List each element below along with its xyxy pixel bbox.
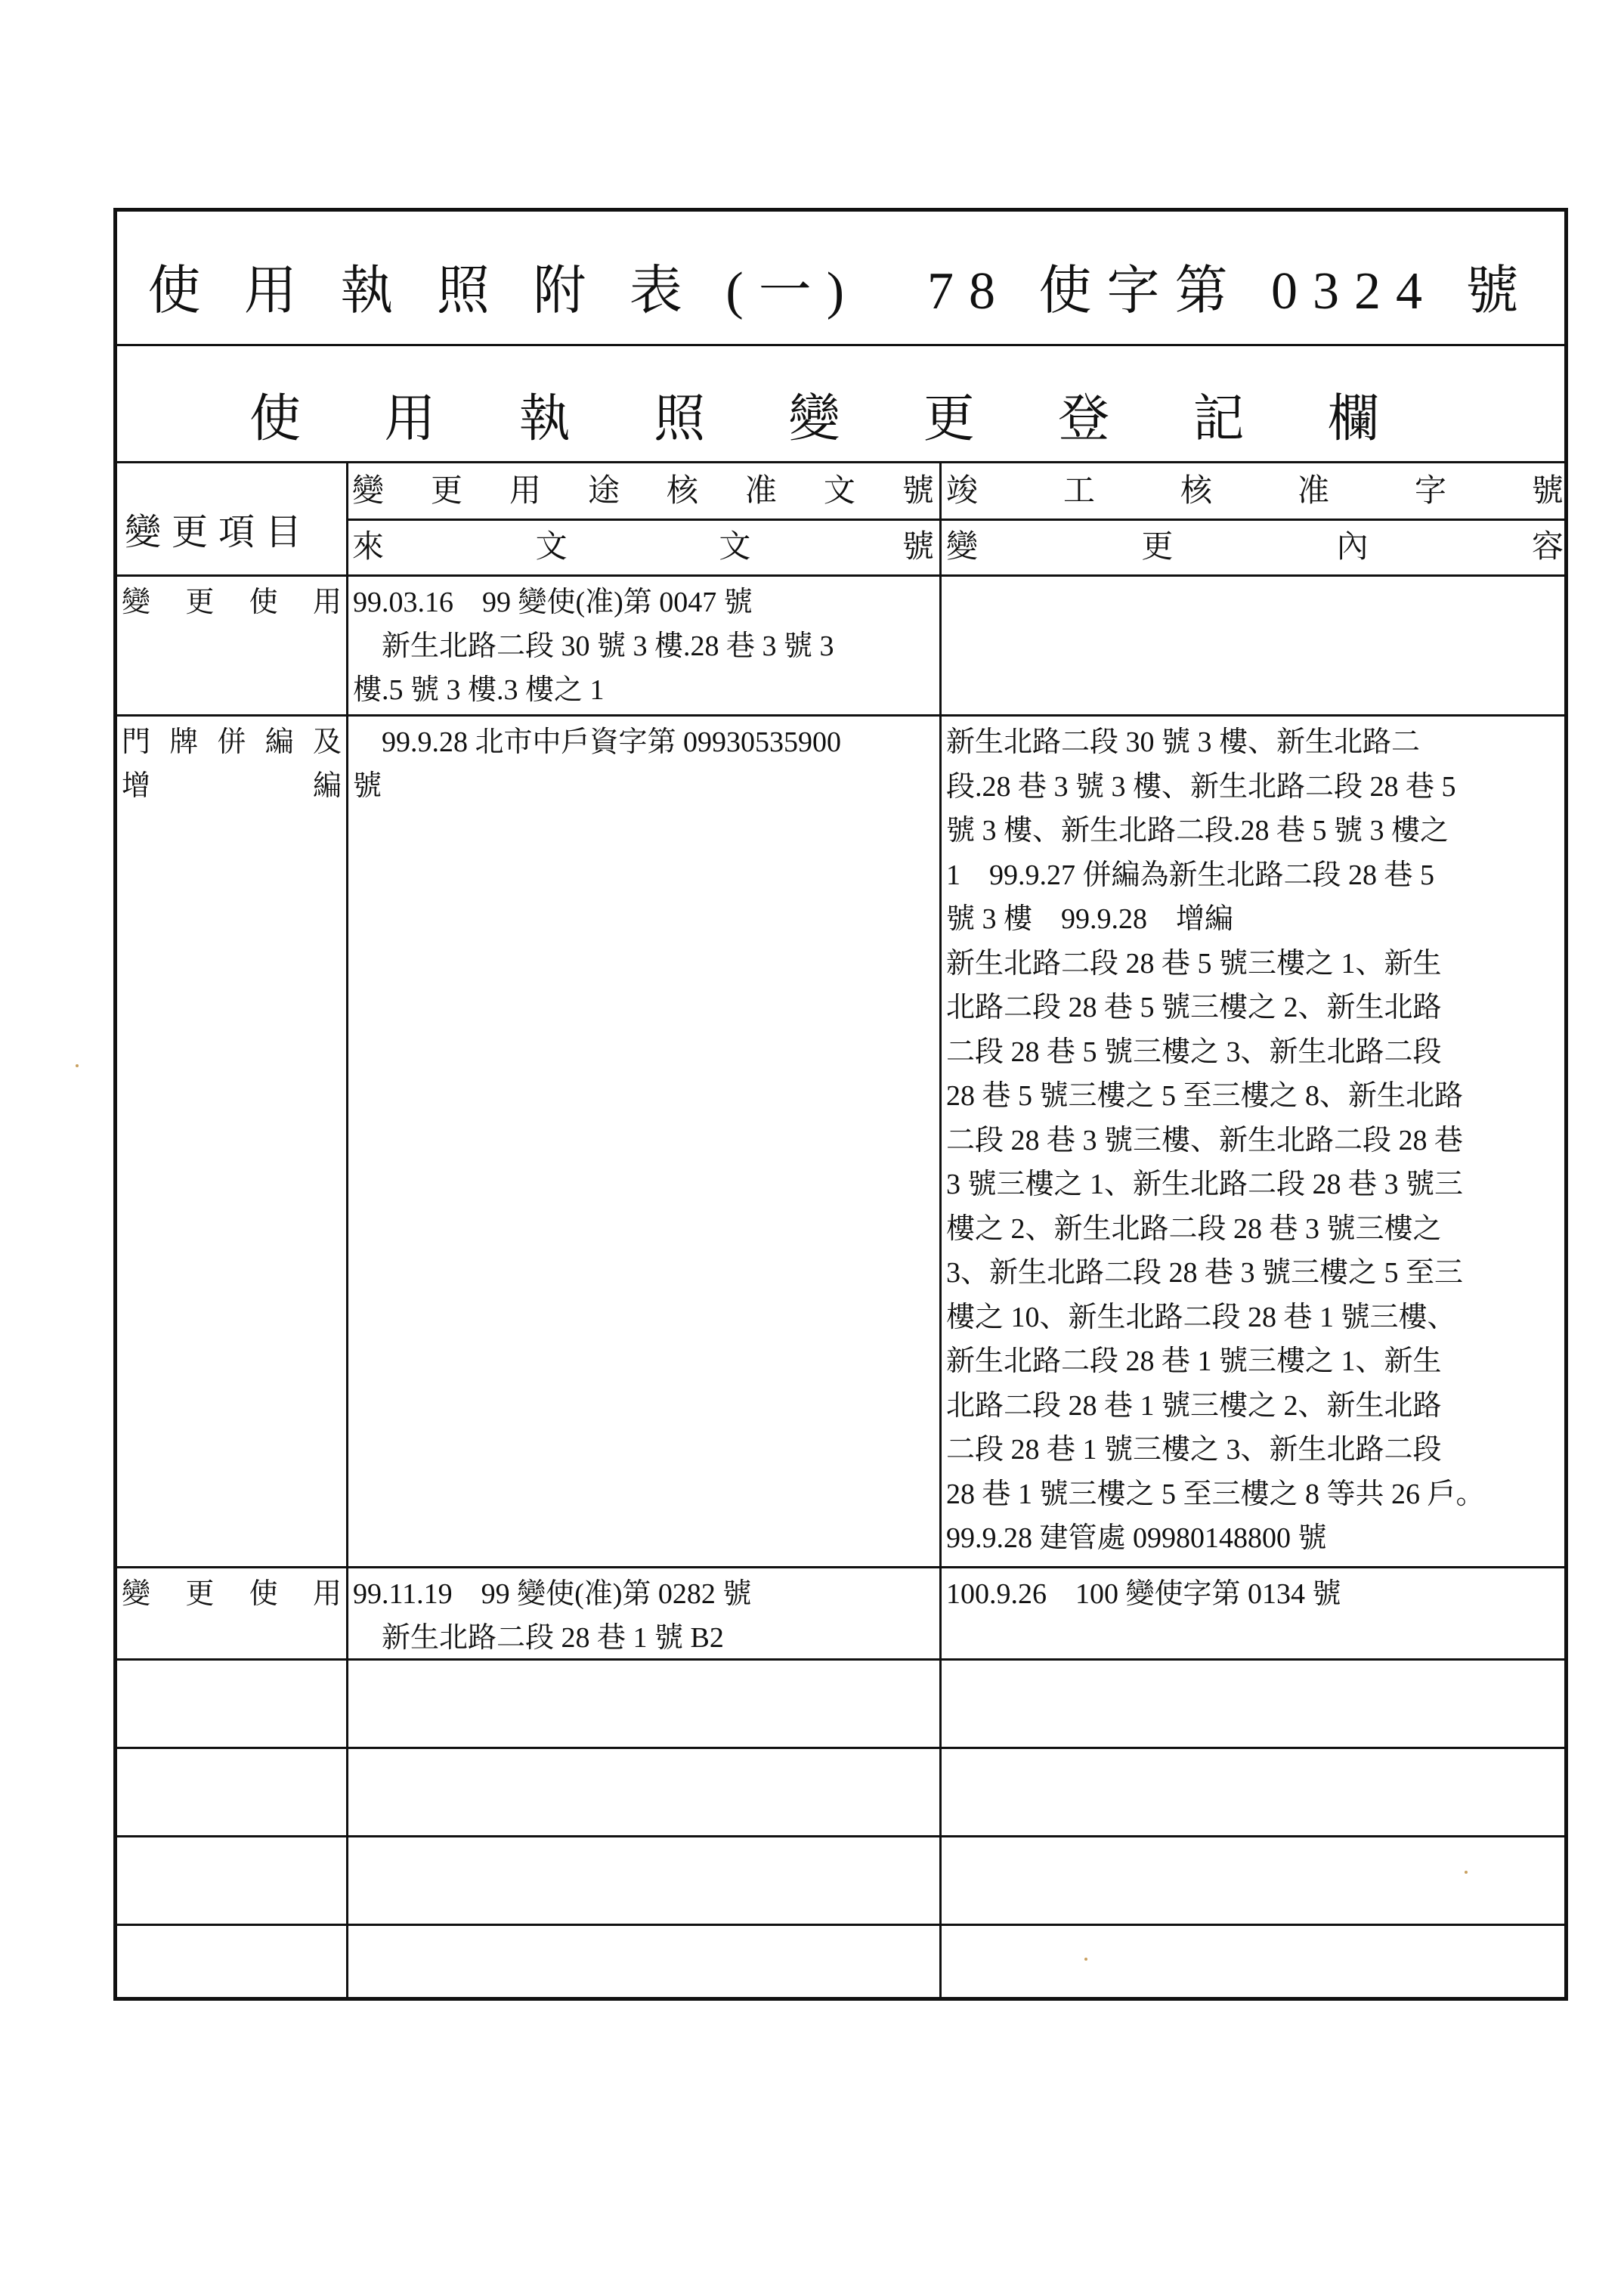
row2-content-line: 28 巷 1 號三樓之 5 至三樓之 8 等共 26 戶。 — [946, 1478, 1485, 1510]
section-heading-char: 使 — [249, 390, 302, 447]
section-heading-char: 變 — [788, 390, 840, 447]
header-char: 變 — [946, 530, 979, 565]
row-item-char: 使 — [249, 587, 278, 618]
header-char: 號 — [902, 474, 934, 509]
header-item-cell — [117, 463, 346, 577]
section-heading-char: 欄 — [1327, 390, 1379, 447]
row3-bottom-line — [117, 1658, 1564, 1661]
row1-doc-line: 樓.5 號 3 樓.3 樓之 1 — [353, 674, 605, 706]
row2-content-line: 3、新生北路二段 28 巷 3 號三樓之 5 至三 — [946, 1257, 1464, 1289]
row2-content-line: 段.28 巷 3 號 3 樓、新生北路二段 28 巷 5 — [946, 770, 1456, 803]
row2-content-line: 3 號三樓之 1、新生北路二段 28 巷 3 號三 — [946, 1169, 1464, 1200]
header-completion-approval-no — [946, 466, 1564, 511]
row2-content-line: 新生北路二段 28 巷 1 號三樓之 1、新生 — [946, 1345, 1442, 1377]
header-mid-line — [346, 519, 1564, 521]
form-title: 使 用 執 照 附 表 (一) 78 使字第 0324 號 — [147, 262, 1534, 320]
row2-content-line: 99.9.28 建管處 09980148800 號 — [946, 1522, 1327, 1554]
row-item-char: 及 — [312, 726, 342, 758]
row-item-char: 併 — [217, 726, 246, 758]
row-item-char: 門 — [122, 726, 151, 758]
header-char: 竣 — [946, 474, 979, 509]
row3-item — [117, 1569, 346, 1619]
header-bottom-line — [117, 574, 1564, 577]
scan-speck — [1084, 1958, 1087, 1961]
row-item-char: 增 — [122, 770, 151, 802]
section-heading-char: 登 — [1058, 390, 1110, 447]
row1-item — [117, 577, 346, 627]
row-item-char: 使 — [249, 1578, 278, 1610]
header-col3-bottom — [946, 522, 1564, 571]
row2-content-line: 28 巷 5 號三樓之 5 至三樓之 8、新生北路 — [946, 1080, 1464, 1112]
row-item-char: 變 — [122, 1578, 151, 1610]
row3-doc — [348, 1569, 939, 1663]
row-item-char: 用 — [312, 1578, 342, 1610]
empty-row-line — [117, 1747, 1564, 1749]
header-col3-top — [946, 466, 1564, 515]
row2-doc-line: 99.9.28 北市中戶資字第 09930535900 — [353, 726, 842, 758]
header-char: 用 — [509, 474, 541, 509]
header-char: 號 — [902, 530, 934, 565]
row1-doc-line: 99.03.16 99 變使(准)第 0047 號 — [353, 587, 753, 618]
header-char: 更 — [1141, 530, 1174, 565]
row-item-char: 用 — [312, 587, 342, 618]
header-char: 途 — [587, 474, 620, 509]
row3-change-content — [942, 1569, 1572, 1619]
title-row — [117, 212, 1564, 346]
empty-row-line — [117, 1924, 1564, 1926]
row2-content-line: 二段 28 巷 1 號三樓之 3、新生北路二段 — [946, 1434, 1442, 1466]
row2-content-line: 北路二段 28 巷 5 號三樓之 2、新生北路 — [946, 992, 1442, 1023]
header-change-content — [946, 522, 1564, 567]
section-heading-char: 更 — [923, 390, 975, 447]
header-char: 字 — [1414, 474, 1446, 509]
row-item-char: 更 — [185, 1578, 215, 1610]
row3-content-line: 100.9.26 100 變使字第 0134 號 — [946, 1578, 1341, 1610]
header-char: 工 — [1063, 474, 1095, 509]
row2-content-line: 二段 28 巷 3 號三樓、新生北路二段 28 巷 — [946, 1124, 1464, 1156]
row-item-char: 編 — [264, 726, 294, 758]
header-char: 核 — [666, 474, 698, 509]
header-char: 文 — [535, 530, 568, 565]
row-item-char: 編 — [312, 770, 342, 802]
row2-content-line: 二段 28 巷 5 號三樓之 3、新生北路二段 — [946, 1036, 1442, 1068]
section-heading-char: 記 — [1192, 390, 1245, 447]
scan-speck — [1465, 1871, 1468, 1874]
header-col2-top — [352, 466, 934, 515]
row2-item — [117, 717, 346, 811]
row-item-char: 變 — [122, 587, 151, 618]
row2-content-line: 號 3 樓 99.9.28 增編 — [946, 903, 1234, 935]
row2-content-line: 號 3 樓、新生北路二段.28 巷 5 號 3 樓之 — [946, 815, 1449, 847]
header-char: 文 — [719, 530, 751, 565]
header-char: 准 — [744, 474, 777, 509]
header-char: 文 — [823, 474, 855, 509]
usage-license-form — [113, 208, 1568, 2001]
row1-doc-line: 新生北路二段 30 號 3 樓.28 巷 3 號 3 — [353, 630, 834, 662]
section-heading-char: 照 — [654, 390, 706, 447]
row1-bottom-line — [117, 714, 1564, 717]
header-char: 號 — [1531, 474, 1564, 509]
section-heading-row — [117, 346, 1564, 463]
header-char: 核 — [1180, 474, 1212, 509]
row2-doc-line: 號 — [353, 770, 382, 802]
row2-bottom-line — [117, 1566, 1564, 1568]
row1-doc — [348, 577, 939, 715]
row2-content-line: 新生北路二段 28 巷 5 號三樓之 1、新生 — [946, 947, 1442, 980]
row3-doc-line: 新生北路二段 28 巷 1 號 B2 — [353, 1622, 724, 1654]
header-col2-bottom — [352, 522, 934, 571]
row2-content-line: 北路二段 28 巷 1 號三樓之 2、新生北路 — [946, 1389, 1442, 1422]
header-approval-doc-no — [352, 466, 934, 511]
header-char: 更 — [430, 474, 462, 509]
scan-speck — [76, 1064, 79, 1067]
row-item-char: 更 — [185, 587, 215, 618]
header-char: 變 — [352, 474, 385, 509]
header-char: 來 — [352, 530, 385, 565]
row-item-char: 牌 — [169, 726, 199, 758]
section-heading — [249, 378, 1379, 451]
section-heading-char: 用 — [384, 390, 436, 447]
row2-content-line: 1 99.9.27 併編為新生北路二段 28 巷 5 — [946, 859, 1435, 891]
row2-content-line: 樓之 10、新生北路二段 28 巷 1 號三樓、 — [946, 1301, 1456, 1333]
row2-change-content — [942, 717, 1572, 1564]
header-char: 准 — [1297, 474, 1329, 509]
row2-doc — [348, 717, 939, 811]
section-heading-char: 執 — [518, 390, 571, 447]
header-incoming-doc-no — [352, 522, 934, 567]
empty-row-line — [117, 1835, 1564, 1837]
header-char: 容 — [1531, 530, 1564, 565]
row2-content-line: 樓之 2、新生北路二段 28 巷 3 號三樓之 — [946, 1212, 1442, 1245]
row2-content-line: 新生北路二段 30 號 3 樓、新生北路二 — [946, 726, 1421, 758]
row3-doc-line: 99.11.19 99 變使(准)第 0282 號 — [353, 1578, 752, 1610]
header-char: 內 — [1336, 530, 1369, 565]
header-item-label: 變更項目 — [125, 512, 313, 553]
